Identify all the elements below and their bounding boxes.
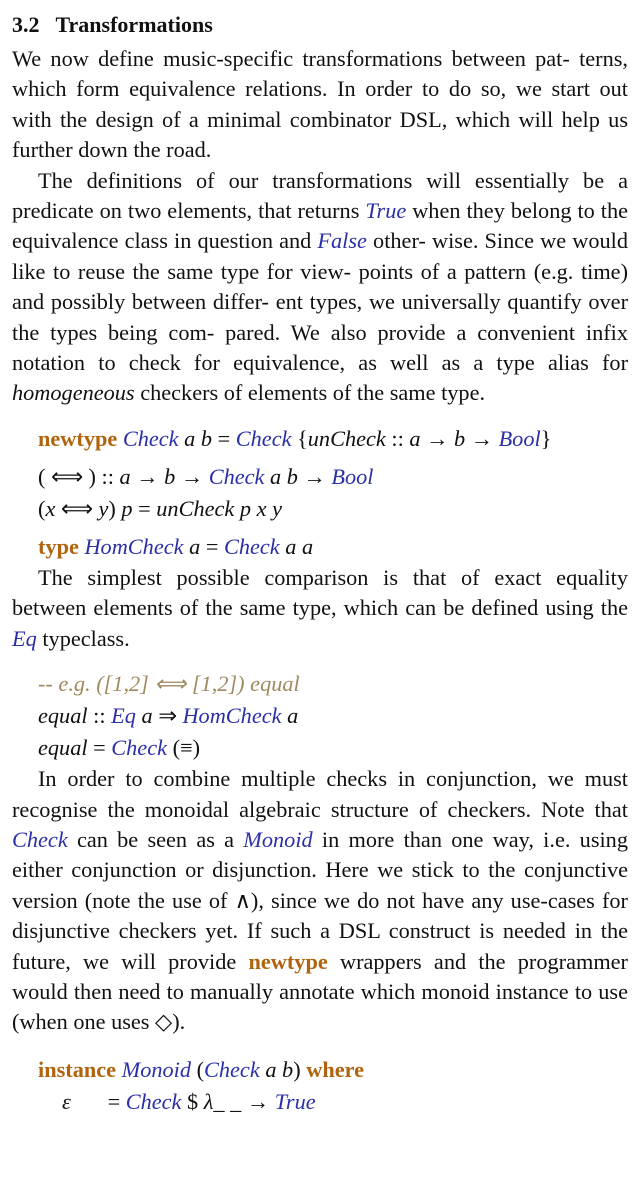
inline-code-true: True: [365, 198, 407, 224]
code-line-equal-signature: equal :: Eq a ⇒ HomCheck a: [38, 703, 299, 729]
code-block-monoid-instance: [12, 1054, 628, 1118]
text-line: such a DSL construct is needed in the future, we will provide: [12, 918, 629, 974]
code-line-homcheck: type HomCheck a = Check a a: [38, 533, 314, 559]
section-title: Transformations: [55, 12, 213, 37]
paragraph-monoid: [12, 764, 628, 1038]
text-fragment: when they: [406, 198, 505, 224]
inline-code-monoid: Monoid: [243, 826, 313, 852]
text-line: In order to combine multiple checks in conjunction, we: [38, 766, 574, 792]
section-number: 3.2: [12, 12, 40, 37]
text-fragment: in more than one: [312, 826, 484, 852]
text-line: wise. Since we would like to reuse the same type for view-: [12, 228, 628, 284]
code-line-instance: instance Monoid (Check a b) where: [38, 1056, 365, 1082]
code-block-equal: [12, 668, 628, 764]
text-fragment: belong to the equivalence class in question and: [12, 198, 628, 254]
text-fragment: wrappers and the programmer would then need: [12, 948, 628, 1004]
paragraph-intro: [12, 44, 628, 166]
text-line: The definitions of our transformations will essentially be: [38, 167, 605, 193]
text-line: between elements of the same type, which can be defined: [12, 595, 539, 621]
paragraph-definitions: [12, 166, 628, 409]
text-line: The simplest possible comparison is that of exact equality: [38, 564, 628, 590]
code-line-iff-definition: (x ⟺ y) p = unCheck p x y: [38, 495, 282, 521]
text-fragment: Note that: [541, 796, 628, 822]
text-line: ent types, we universally quantify over the types being com-: [12, 289, 629, 345]
inline-code-eq: Eq: [12, 625, 37, 651]
text-fragment: typeclass.: [36, 625, 130, 651]
inline-code-false: False: [317, 228, 367, 254]
code-block-check-definition: [12, 423, 628, 563]
code-line-equal-definition: equal = Check (≡): [38, 735, 201, 761]
text-fragment: using the: [545, 595, 628, 621]
section-heading: [12, 0, 628, 38]
text-line: we start out with the design of a minimal combinator DSL,: [12, 76, 629, 132]
code-line-iff-signature: ( ⟺ ) :: a → b → Check a b → Bool: [38, 463, 374, 489]
code-line-mempty: ε = Check $ λ_ _ → True: [62, 1088, 316, 1114]
inline-keyword-newtype: newtype: [248, 948, 328, 974]
text-fragment: other-: [366, 228, 426, 254]
text-fragment: a predicate on two elements, that returns: [12, 167, 628, 224]
text-fragment: can be seen as a: [67, 826, 244, 852]
paragraph-equality: [12, 563, 628, 654]
text-line: must recognise the monoidal algebraic structure of checkers.: [12, 766, 628, 822]
text-line: points of a pattern (e.g. time) and possibly between differ-: [12, 258, 628, 315]
text-line: stick to the conjunctive version (note the use of ∧), since: [12, 857, 628, 913]
text-line: checkers of elements of the same type.: [140, 380, 486, 406]
code-line-newtype: newtype Check a b = Check {unCheck :: a → b → Bool}: [38, 425, 552, 451]
text-fragment: for equivalence, as well as a type alias for: [193, 350, 628, 376]
text-line: terns, which form equivalence relations. In order to do so,: [12, 46, 628, 102]
text-line: pared. We also provide a convenient infix notation to check: [12, 319, 628, 376]
text-line: we do not have any use-cases for disjunctive checkers yet. If: [12, 887, 628, 944]
inline-code-check: Check: [12, 826, 68, 852]
text-line: way, i.e. using either conjunction or disjunction. Here we: [12, 826, 628, 883]
text-line: one uses ◇).: [73, 1009, 186, 1035]
emphasis-homogeneous: homogeneous: [12, 380, 135, 406]
code-comment: -- e.g. ([1,2] ⟺ [1,2]) equal: [38, 671, 300, 697]
text-line: to manually annotate which monoid instance to use (when: [12, 978, 628, 1035]
text-line: which will help us further down the road.: [12, 106, 629, 163]
text-line: We now define music-specific transformations between pat-: [12, 46, 570, 71]
